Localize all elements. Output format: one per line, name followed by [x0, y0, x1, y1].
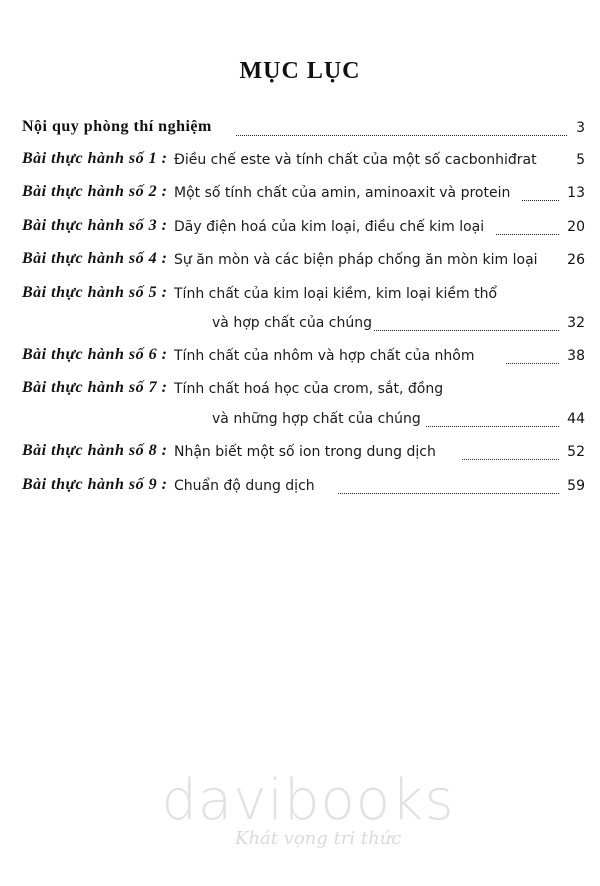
toc-page-number: 38 [564, 346, 585, 366]
toc-entry-title: Điều chế este và tính chất của một số cacbonhiđrat [174, 152, 537, 168]
toc-entry-label: Bài thực hành số 9 : [22, 476, 168, 493]
toc-entry-practice-8 [22, 442, 585, 464]
toc-entry-title: Nhận biết một số ion trong dung dịch [174, 444, 436, 460]
toc-entry-label: Bài thực hành số 1 : [22, 150, 168, 167]
toc-entry-label: Bài thực hành số 8 : [22, 442, 168, 459]
leader-dots [522, 190, 559, 201]
page-title: MỤC LỤC [239, 58, 361, 84]
watermark-logo: davibooks [161, 768, 455, 833]
leader-dots [372, 320, 559, 331]
toc-entry-practice-5 [22, 284, 585, 334]
toc-page-number: 3 [573, 118, 585, 138]
toc-entry-title: Tính chất của nhôm và hợp chất của nhôm [174, 348, 475, 364]
toc-entry-title: Một số tính chất của amin, aminoaxit và protein [174, 185, 511, 201]
toc-page-number: 52 [564, 442, 585, 462]
toc-entry-title: Sự ăn mòn và các biện pháp chống ăn mòn kim loại [174, 252, 538, 268]
toc-page-number: 20 [564, 217, 585, 237]
toc-entry-label: Nội quy phòng thí nghiệm [22, 118, 212, 135]
toc-entry-practice-3 [22, 217, 585, 239]
toc-entry-practice-9 [22, 476, 585, 498]
leader-dots [496, 224, 559, 235]
toc-entry-practice-4 [22, 250, 585, 272]
toc-page-number: 26 [564, 250, 585, 270]
toc-entry-rules [22, 118, 585, 140]
toc-page-number: 32 [564, 313, 585, 333]
leader-dots [462, 449, 559, 460]
toc-entry-practice-2 [22, 183, 585, 205]
toc-entry-label: Bài thực hành số 7 : [22, 379, 168, 396]
toc-entry-label: Bài thực hành số 4 : [22, 250, 168, 267]
toc-entry-title-continued: và những hợp chất của chúng [212, 411, 421, 427]
toc-entry-title: Dãy điện hoá của kim loại, điều chế kim loại [174, 219, 485, 235]
toc-entry-label: Bài thực hành số 2 : [22, 183, 168, 200]
toc-entry-title: Tính chất của kim loại kiềm, kim loại kiềm thổ [174, 286, 498, 302]
toc-page-number: 13 [564, 183, 585, 203]
leader-dots [506, 353, 559, 364]
toc-entry-label: Bài thực hành số 5 : [22, 284, 168, 301]
toc-page-number: 44 [564, 409, 585, 429]
leader-dots [236, 125, 567, 136]
toc-page-number: 5 [573, 150, 585, 170]
toc-entry-practice-6 [22, 346, 585, 368]
watermark-slogan: Khát vọng tri thức [235, 828, 402, 849]
leader-dots [338, 483, 559, 494]
toc-entry-label: Bài thực hành số 6 : [22, 346, 168, 363]
toc-entry-title: Chuẩn độ dung dịch [174, 478, 315, 494]
toc-entry-title: Tính chất hoá học của crom, sắt, đồng [174, 381, 444, 397]
toc-entry-practice-7 [22, 379, 585, 429]
toc-entry-practice-1 [22, 150, 585, 172]
leader-dots [426, 416, 559, 427]
toc-page-number: 59 [564, 476, 585, 496]
toc-entry-label: Bài thực hành số 3 : [22, 217, 168, 234]
toc-entry-title-continued: và hợp chất của chúng [212, 315, 372, 331]
